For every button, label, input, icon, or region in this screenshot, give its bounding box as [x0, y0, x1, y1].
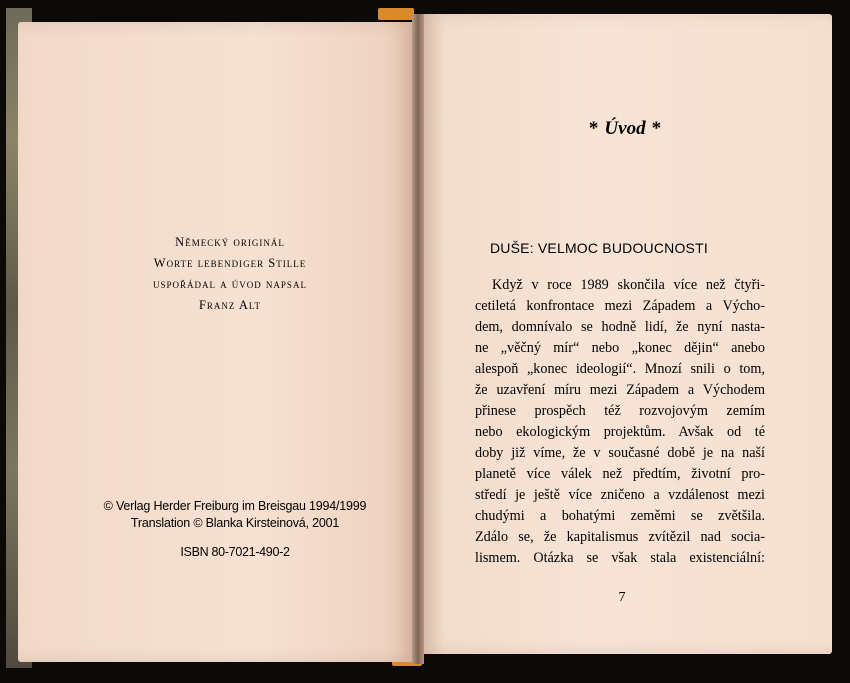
edition-line: uspořádal a úvod napsal [153, 277, 307, 291]
section-heading: DUŠE: VELMOC BUDOUCNOSTI [490, 240, 708, 256]
text-line: středí je ještě více zničeno a vzdálenost mezi [475, 487, 765, 503]
text-line: dem, domnívalo se hodně lidí, že nyní nasta- [475, 319, 765, 335]
body-paragraph [475, 275, 765, 569]
text-line: ne „věčný mír“ nebo „konec dějin“ anebo [475, 340, 765, 356]
text-line: planetě více válek než předtím, životní pro- [475, 466, 765, 482]
copyright-line: Translation © Blanka Kirsteinová, 2001 [130, 516, 340, 530]
asterisk-ornament: * [588, 118, 599, 139]
copyright-line: © Verlag Herder Freiburg im Breisgau 1994/1999 [103, 499, 367, 513]
asterisk-ornament: * [651, 118, 662, 139]
left-page [18, 22, 416, 662]
chapter-title-text: Úvod [604, 118, 646, 139]
book-gutter [412, 14, 424, 664]
edition-line: Worte lebendiger Stille [153, 256, 307, 270]
text-line: lismem. Otázka se však stala existenciální: [475, 550, 765, 566]
page-number: 7 [618, 590, 626, 605]
text-line: že uzavření míru mezi Západem a Východem [475, 382, 765, 398]
text-line: alespoň „konec ideologií“. Mnozí snili o tom, [475, 361, 765, 377]
text-line: doby již víme, že v současné době je na naší [475, 445, 765, 461]
text-line: chudými a bohatými zeměmi se zvětšila. [475, 508, 765, 524]
copyright-note [90, 498, 380, 532]
chapter-title [540, 118, 710, 140]
edition-line: Franz Alt [198, 298, 262, 312]
edition-note [130, 232, 330, 316]
text-line: cetiletá konfrontace mezi Západem a Výcho- [475, 298, 765, 314]
edition-line: Německý originál [175, 235, 285, 249]
text-line: nebo ekologickým projektům. Avšak od té [475, 424, 765, 440]
text-line: přinese prospěch též rozvojovým zemím [475, 403, 765, 419]
isbn-number: ISBN 80-7021-490-2 [180, 545, 290, 559]
cover-edge-top [378, 8, 414, 20]
text-line: Když v roce 1989 skončila více než čtyři- [492, 277, 765, 293]
text-line: Zdálo se, že kapitalismus zvítězil nad socia- [475, 529, 765, 545]
